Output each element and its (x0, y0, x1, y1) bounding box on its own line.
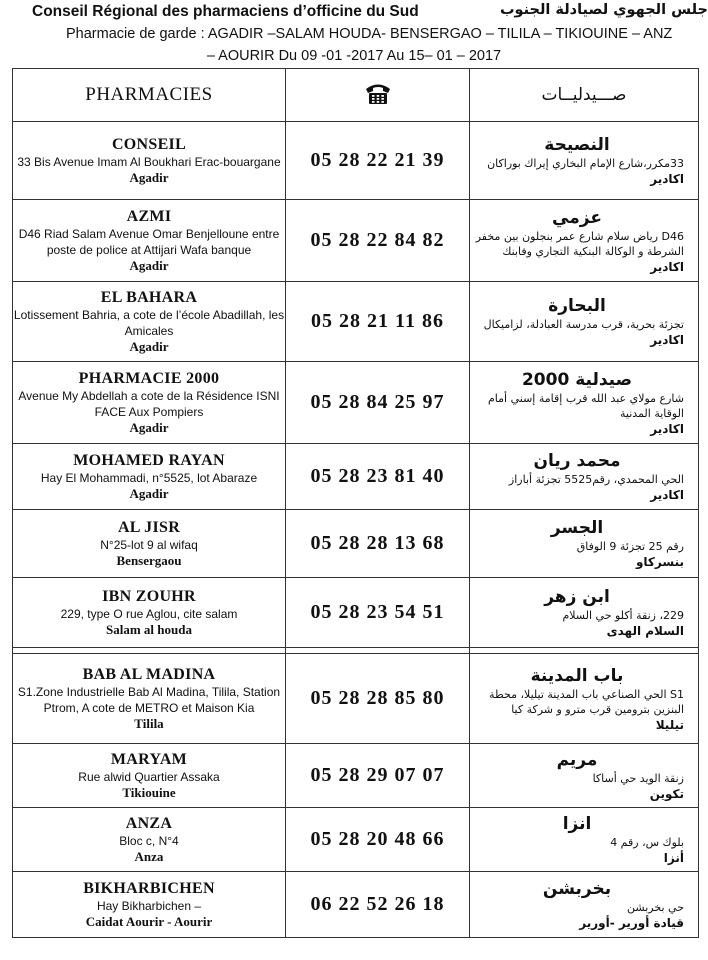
pharmacy-name: AL JISR (117, 519, 181, 536)
pharmacies-table (12, 68, 699, 938)
pharmacy-cell-fr (13, 808, 286, 872)
duty-dates-line: – AOURIR Du 09 -01 -2017 Au 15– 01 – 2017 (206, 48, 502, 64)
pharmacy-address: 33 Bis Avenue Imam Al Boukhari Erac-bouargane (17, 155, 281, 169)
pharmacy-name: BIKHARBICHEN (83, 880, 215, 897)
pharmacy-cell-fr (13, 872, 286, 938)
pharmacy-cell-fr (13, 200, 286, 282)
pharmacy-city-ar: السلام الهدى (606, 624, 684, 638)
table-row (13, 744, 699, 808)
pharmacy-phone: 05 28 84 25 97 (286, 362, 470, 444)
pharmacy-name: CONSEIL (111, 136, 187, 153)
pharmacy-address-ar: شارع مولاي عبد الله قرب إقامة إسني أمام الوقاية المدنية (488, 391, 684, 420)
pharmacy-phone: 05 28 20 48 66 (286, 808, 470, 872)
pharmacy-cell-fr (13, 744, 286, 808)
pharmacy-address: Avenue My Abdellah a cote de la Résidence ISNI FACE Aux Pompiers (18, 389, 280, 419)
document-header (0, 0, 708, 68)
pharmacy-city: Agadir (129, 258, 169, 273)
pharmacy-address-ar: الحي المحمدي، رقم5525 تجزئة أباراز (508, 473, 684, 486)
pharmacy-cell-fr (13, 654, 286, 744)
pharmacy-name-ar: بخربشن (542, 879, 612, 899)
table-row (13, 444, 699, 510)
column-header-ar: صـــيدليــات (470, 69, 699, 122)
pharmacy-cell-ar (470, 122, 699, 200)
pharmacy-address: Hay Bikharbichen – (96, 899, 202, 913)
pharmacy-phone: 06 22 52 26 18 (286, 872, 470, 938)
pharmacy-cell-fr (13, 122, 286, 200)
pharmacy-address: Hay El Mohammadi, n°5525, lot Abaraze (40, 471, 258, 485)
pharmacy-cell-ar (470, 744, 699, 808)
pharmacy-city-ar: تيليلا (655, 717, 684, 732)
pharmacy-name-ar: عزمي (552, 207, 602, 228)
pharmacy-address-ar: S1 الحي الصناعي باب المدينة تيليلا، محطة البنزين بترومين قرب مترو و شركة كيا (489, 687, 684, 716)
pharmacy-phone: 05 28 28 85 80 (286, 654, 470, 744)
pharmacy-phone: 05 28 23 81 40 (286, 444, 470, 510)
table-row (13, 808, 699, 872)
pharmacy-city: Agadir (129, 339, 169, 354)
pharmacy-cell-fr (13, 282, 286, 362)
table-row (13, 578, 699, 648)
pharmacy-city: Agadir (129, 420, 169, 435)
pharmacy-city: Tilila (134, 716, 164, 731)
table-row (13, 654, 699, 744)
pharmacy-name: MARYAM (110, 751, 188, 768)
pharmacy-city: Agadir (129, 170, 169, 185)
pharmacy-city: Bensergaou (116, 553, 182, 568)
pharmacy-phone: 05 28 29 07 07 (286, 744, 470, 808)
pharmacy-city-ar: أنزا (663, 851, 684, 865)
column-header-phone (286, 69, 470, 122)
pharmacy-city-ar: بنسركاو (635, 555, 684, 569)
pharmacy-cell-ar (470, 872, 699, 938)
pharmacy-address: N°25-lot 9 al wifaq (100, 538, 198, 552)
pharmacy-cell-ar (470, 282, 699, 362)
pharmacy-name-ar: انزا (562, 814, 592, 834)
table-row (13, 362, 699, 444)
pharmacy-city-ar: قيادة أورير -أورير (579, 916, 684, 930)
table-row (13, 872, 699, 938)
pharmacy-cell-fr (13, 578, 286, 648)
pharmacy-address-ar: رقم 25 تجزئة 9 الوفاق (576, 540, 684, 553)
pharmacy-cell-fr (13, 510, 286, 578)
table-row (13, 200, 699, 282)
pharmacy-name-ar: النصيحة (544, 135, 610, 155)
table-row (13, 122, 699, 200)
pharmacy-name: BAB AL MADINA (82, 666, 216, 683)
pharmacy-address: Bloc c, N°4 (119, 834, 179, 848)
table-row (13, 282, 699, 362)
pharmacy-address: Lotissement Bahria, a cote de l’école Abadillah, les Amicales (13, 308, 285, 338)
pharmacy-cell-ar (470, 808, 699, 872)
pharmacy-cell-ar (470, 654, 699, 744)
pharmacy-city: Agadir (129, 486, 169, 501)
pharmacy-address: S1.Zone Industrielle Bab Al Madina, Tilila, Station Ptrom, A cote de METRO et Maison Kia (17, 685, 281, 715)
pharmacy-phone: 05 28 23 54 51 (286, 578, 470, 648)
pharmacy-city-ar: اكادير (650, 172, 684, 186)
duty-cities-line: Pharmacie de garde : AGADIR –SALAM HOUDA- BENSERGAO – TILILA – TIKIOUINE – ANZ (66, 26, 673, 42)
pharmacy-city: Caidat Aourir - Aourir (85, 914, 213, 929)
pharmacy-address-ar: 33مكرر،شارع الإمام البخاري إيراك بوراكان (487, 157, 684, 170)
pharmacy-cell-fr (13, 362, 286, 444)
pharmacy-name-ar: باب المدينة (530, 665, 624, 686)
pharmacy-phone: 05 28 22 21 39 (286, 122, 470, 200)
pharmacy-city: Tikiouine (122, 785, 176, 800)
pharmacy-name-ar: ابن زهر (544, 587, 610, 607)
table-header-row (13, 69, 699, 122)
pharmacy-phone: 05 28 21 11 86 (286, 282, 470, 362)
pharmacy-address-ar: زنقة الويد حي أساكا (592, 772, 684, 785)
pharmacy-name-ar: البحارة (548, 296, 606, 316)
pharmacy-name-ar: مريم (556, 750, 598, 770)
pharmacy-cell-ar (470, 444, 699, 510)
pharmacy-address-ar: تجزئة بحرية، قرب مدرسة العبادلة، لزاميكال (483, 318, 684, 331)
table-body (13, 122, 699, 938)
pharmacy-name: MOHAMED RAYAN (73, 452, 225, 469)
pharmacy-city-ar: تكوين (649, 787, 684, 801)
pharmacy-city: Anza (134, 849, 164, 864)
column-header-fr: PHARMACIES (13, 69, 286, 122)
pharmacy-address: D46 Riad Salam Avenue Omar Benjelloune entre poste de police at Attijari Wafa banque (18, 227, 280, 257)
pharmacy-name-ar: صيدلية 2000 (521, 369, 633, 390)
pharmacy-phone: 05 28 28 13 68 (286, 510, 470, 578)
pharmacy-cell-fr (13, 444, 286, 510)
pharmacy-name: IBN ZOUHR (102, 588, 196, 605)
pharmacy-city: Salam al houda (106, 622, 192, 637)
pharmacy-cell-ar (470, 578, 699, 648)
pharmacy-address-ar: D46 رياض سلام شارع عمر بنجلون بين مخفر الشرطة و الوكالة البنكية التجاري وفابنك (475, 229, 684, 258)
pharmacy-city-ar: اكادير (650, 488, 684, 502)
council-title-ar: جلس الجهوي لصيادلة الجنوب (499, 2, 708, 18)
council-title-fr: Conseil Régional des pharmaciens d’officine du Sud (32, 3, 419, 20)
pharmacy-cell-ar (470, 510, 699, 578)
pharmacy-name-ar: الجسر (550, 518, 604, 538)
telephone-icon (363, 80, 393, 111)
pharmacy-name: EL BAHARA (100, 289, 198, 306)
pharmacy-name-ar: محمد ريان (533, 451, 621, 471)
pharmacy-city-ar: اكادير (650, 333, 684, 347)
pharmacy-name: PHARMACIE 2000 (78, 370, 220, 387)
pharmacy-address-ar: حي بخربشن (627, 901, 684, 914)
pharmacy-address: 229, type O rue Aglou, cite salam (60, 607, 238, 621)
pharmacy-name: ANZA (125, 815, 173, 832)
pharmacy-city-ar: اكادير (650, 259, 684, 274)
pharmacy-phone: 05 28 22 84 82 (286, 200, 470, 282)
pharmacy-address-ar: بلوك س، رقم 4 (610, 836, 684, 849)
pharmacy-name: AZMI (126, 208, 172, 225)
pharmacy-address-ar: 229، زنقة أكلو حي السلام (562, 609, 684, 622)
pharmacy-cell-ar (470, 362, 699, 444)
pharmacy-cell-ar (470, 200, 699, 282)
pharmacy-city-ar: اكادير (650, 421, 684, 436)
table-row (13, 510, 699, 578)
pharmacy-address: Rue alwid Quartier Assaka (78, 770, 220, 784)
